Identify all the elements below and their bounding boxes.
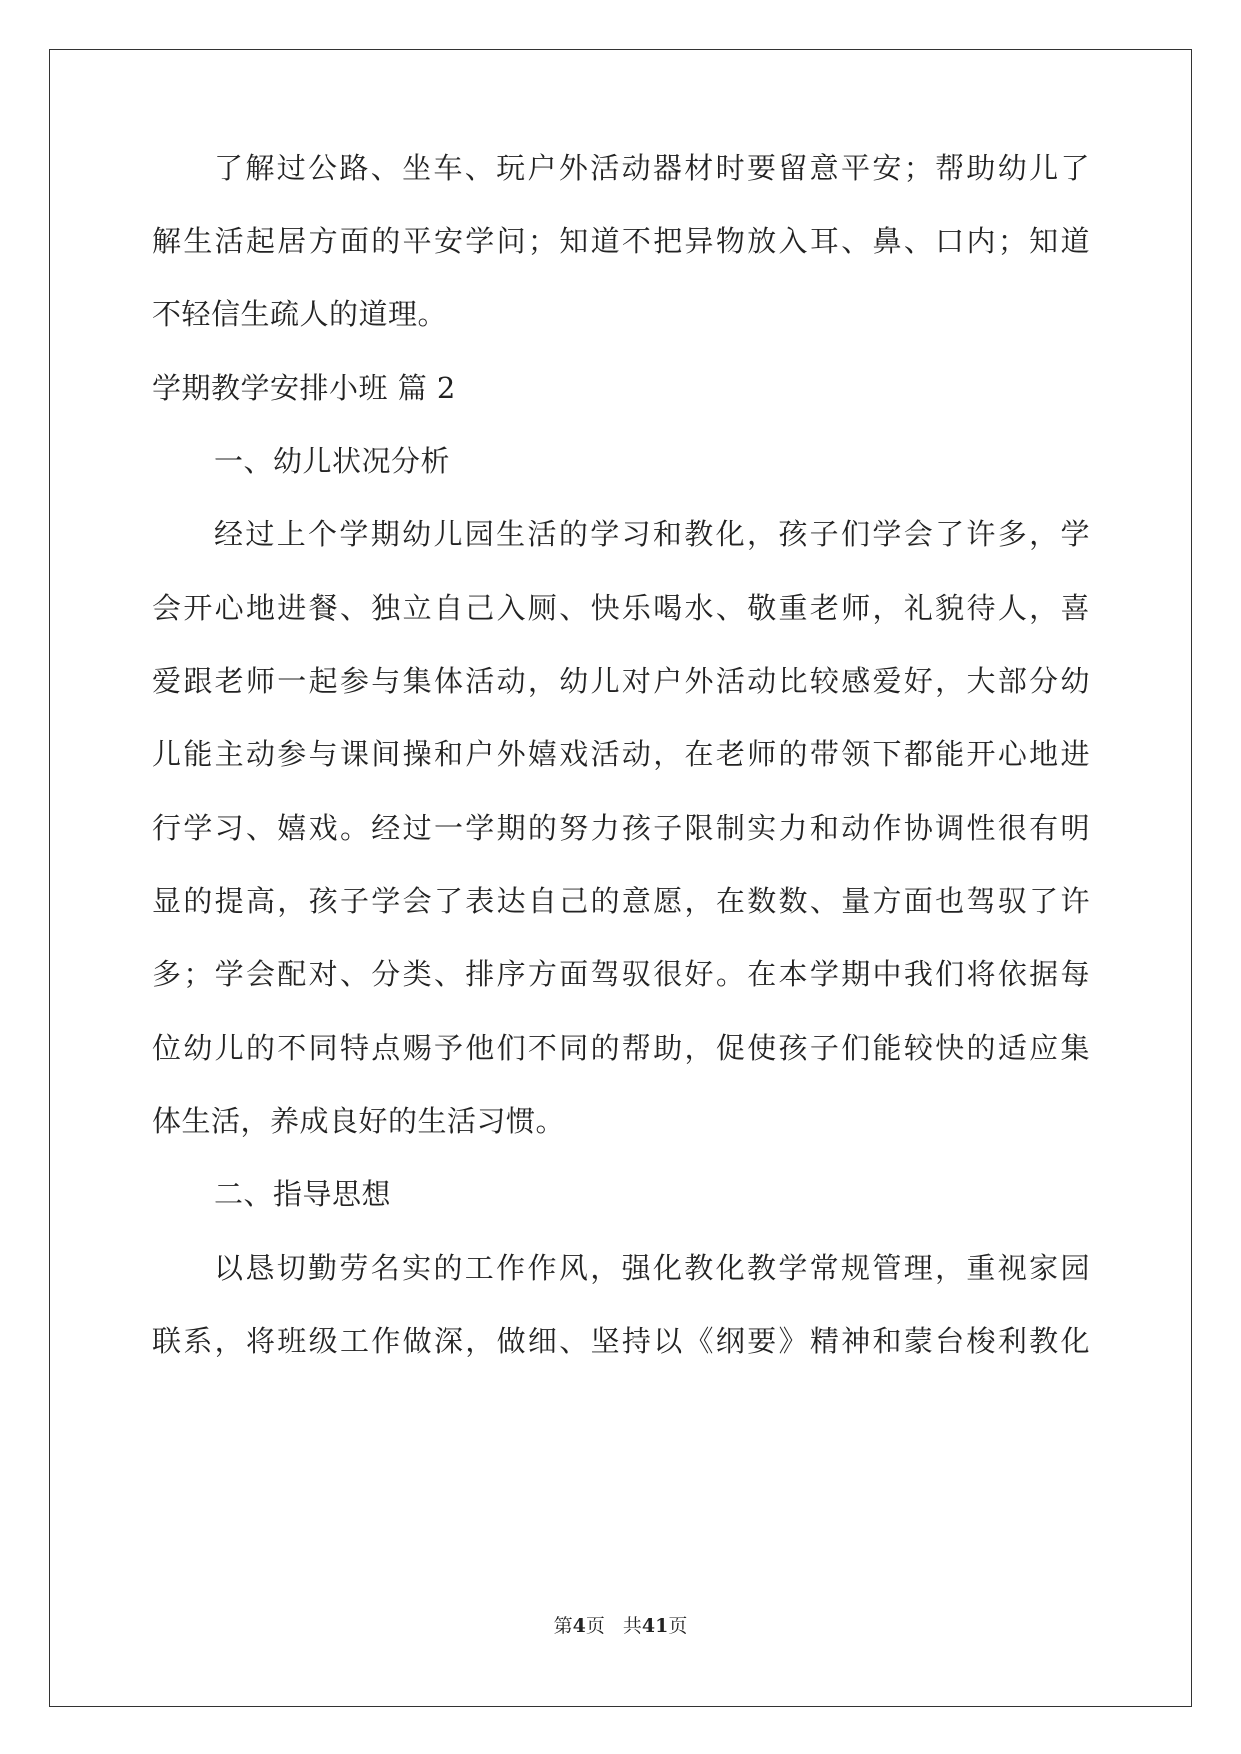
paragraph-line: 联系，将班级工作做深，做细、坚持以《纲要》精神和蒙台梭利教化 [152,1324,1090,1358]
section-heading: 二、指导思想 [214,1177,392,1211]
paragraph-line: 儿能主动参与课间操和户外嬉戏活动，在老师的带领下都能开心地进 [152,737,1090,771]
paragraph-line: 多；学会配对、分类、排序方面驾驭很好。在本学期中我们将依据每 [152,957,1090,991]
total-suffix: 页 [668,1615,688,1637]
page-suffix: 页 [585,1615,605,1637]
total-pages: 41 [641,1615,669,1637]
section-heading: 一、幼儿状况分析 [214,444,451,478]
paragraph-line: 爱跟老师一起参与集体活动，幼儿对户外活动比较感爱好，大部分幼 [152,664,1090,698]
paragraph-line: 以恳切勤劳名实的工作作风，强化教化教学常规管理，重视家园 [214,1251,1090,1285]
paragraph-line: 了解过公路、坐车、玩户外活动器材时要留意平安；帮助幼儿了 [214,151,1090,185]
section-title: 学期教学安排小班 篇 2 [152,371,456,405]
paragraph-line: 经过上个学期幼儿园生活的学习和教化，孩子们学会了许多，学 [214,517,1090,551]
paragraph-line: 行学习、嬉戏。经过一学期的努力孩子限制实力和动作协调性很有明 [152,811,1090,845]
paragraph-line: 会开心地进餐、独立自己入厕、快乐喝水、敬重老师，礼貌待人，喜 [152,591,1090,625]
page-prefix: 第 [553,1615,573,1637]
page-number: 4 [572,1615,586,1637]
paragraph-line: 显的提高，孩子学会了表达自己的意愿，在数数、量方面也驾驭了许 [152,884,1090,918]
total-prefix: 共 [622,1615,642,1637]
paragraph-line: 解生活起居方面的平安学问；知道不把异物放入耳、鼻、口内；知道 [152,224,1090,258]
paragraph-line: 体生活，养成良好的生活习惯。 [152,1104,566,1138]
page-footer [0,1614,1241,1638]
paragraph-line: 位幼儿的不同特点赐予他们不同的帮助，促使孩子们能较快的适应集 [152,1031,1090,1065]
paragraph-line: 不轻信生疏人的道理。 [152,297,448,331]
